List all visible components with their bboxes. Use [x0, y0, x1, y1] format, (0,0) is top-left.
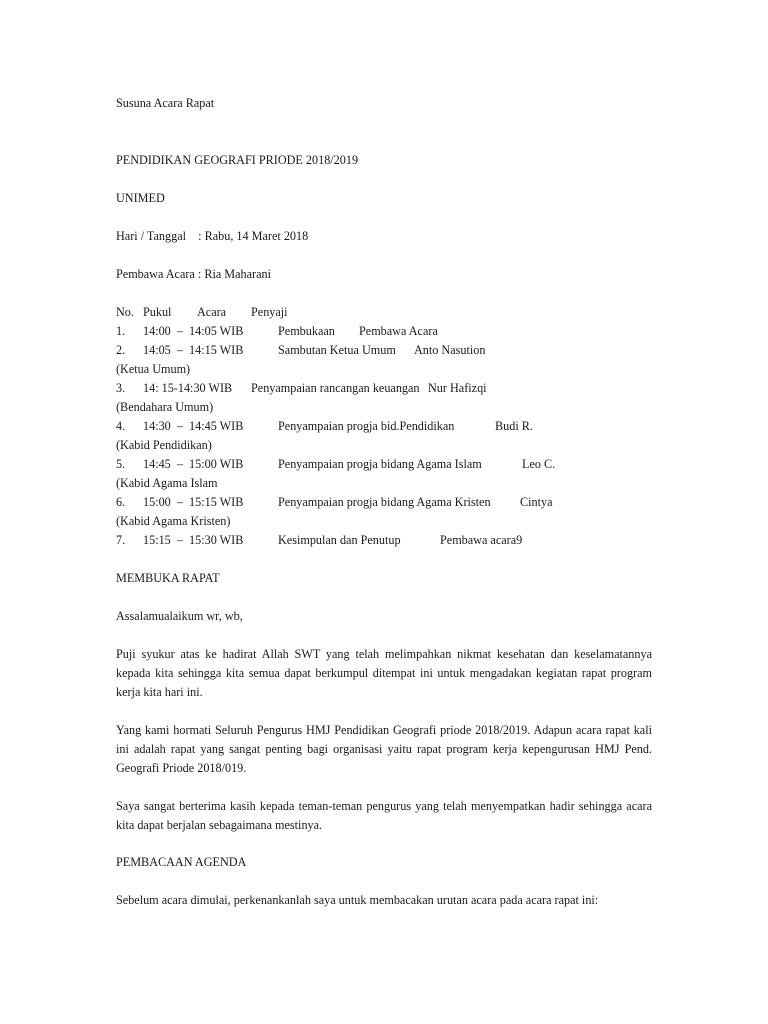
row-time: 14:05 – 14:15 WIB — [143, 343, 244, 357]
date-line: Hari / Tanggal : Rabu, 14 Maret 2018 — [116, 229, 309, 243]
row-acara: Penyampaian progja bid.Pendidikan — [278, 419, 455, 433]
row-role: (Kabid Agama Kristen) — [116, 514, 231, 528]
row-penyaji: Cintya — [520, 495, 553, 509]
row-penyaji: Leo C. — [522, 457, 556, 471]
row-time: 15:00 – 15:15 WIB — [143, 495, 244, 509]
row-acara: Penyampaian rancangan keuangan — [251, 381, 420, 395]
row-no: 3. — [116, 381, 126, 395]
row-acara: Penyampaian progja bidang Agama Islam — [278, 457, 482, 471]
row-role: (Ketua Umum) — [116, 362, 191, 376]
col-header-penyaji: Penyaji — [251, 305, 288, 319]
document-title: Susuna Acara Rapat — [116, 96, 215, 110]
row-role: (Kabid Agama Islam — [116, 476, 218, 490]
row-acara: Kesimpulan dan Penutup — [278, 533, 401, 547]
paragraph-agenda-intro: Sebelum acara dimulai, perkenankanlah saya untuk membacakan urutan acara pada acara rapat ini: — [116, 893, 599, 907]
row-acara: Sambutan Ketua Umum — [278, 343, 396, 357]
row-role: (Bendahara Umum) — [116, 400, 214, 414]
row-time: 15:15 – 15:30 WIB — [143, 533, 244, 547]
paragraph-welcome: Yang kami hormati Seluruh Pengurus HMJ Pendidikan Geografi priode 2018/2019. Adapun acara rapat kali ini adalah rapat yang sangat penting bagi organisasi yaitu rapat program kerja kepengurusan HMJ Pend. Geografi Priode 2018/019. — [116, 723, 652, 776]
row-no: 6. — [116, 495, 126, 509]
col-header-no: No. — [116, 305, 134, 319]
row-time: 14: 15-14:30 WIB — [143, 381, 233, 395]
row-penyaji: Pembawa acara9 — [440, 533, 523, 547]
row-no: 4. — [116, 419, 126, 433]
row-time: 14:45 – 15:00 WIB — [143, 457, 244, 471]
row-no: 1. — [116, 324, 126, 338]
row-no: 7. — [116, 533, 126, 547]
col-header-time: Pukul — [143, 305, 172, 319]
university-line: UNIMED — [116, 191, 165, 205]
paragraph-gratitude: Puji syukur atas ke hadirat Allah SWT yang telah melimpahkan nikmat kesehatan dan keselamatannya kepada kita sehingga kita semua dapat berkumpul ditempat ini untuk mengadakan kegiatan rapat program kerja kita hari ini. — [116, 647, 652, 700]
col-header-acara: Acara — [197, 305, 227, 319]
row-penyaji: Anto Nasution — [414, 343, 486, 357]
greeting-line: Assalamualaikum wr, wb, — [116, 609, 243, 623]
row-acara: Pembukaan — [278, 324, 335, 338]
row-no: 5. — [116, 457, 126, 471]
row-penyaji: Pembawa Acara — [359, 324, 438, 338]
row-time: 14:30 – 14:45 WIB — [143, 419, 244, 433]
mc-line: Pembawa Acara : Ria Maharani — [116, 267, 271, 281]
row-no: 2. — [116, 343, 126, 357]
row-penyaji: Nur Hafizqi — [428, 381, 487, 395]
row-time: 14:00 – 14:05 WIB — [143, 324, 244, 338]
agenda-heading: PEMBACAAN AGENDA — [116, 855, 247, 869]
row-acara: Penyampaian progja bidang Agama Kristen — [278, 495, 491, 509]
opening-heading: MEMBUKA RAPAT — [116, 571, 220, 585]
row-role: (Kabid Pendidikan) — [116, 438, 212, 452]
row-penyaji: Budi R. — [495, 419, 533, 433]
organization-line: PENDIDIKAN GEOGRAFI PRIODE 2018/2019 — [116, 153, 359, 167]
paragraph-thanks: Saya sangat berterima kasih kepada teman-teman pengurus yang telah menyempatkan hadir sehingga acara kita dapat berjalan sebagaimana mestinya. — [116, 799, 652, 833]
